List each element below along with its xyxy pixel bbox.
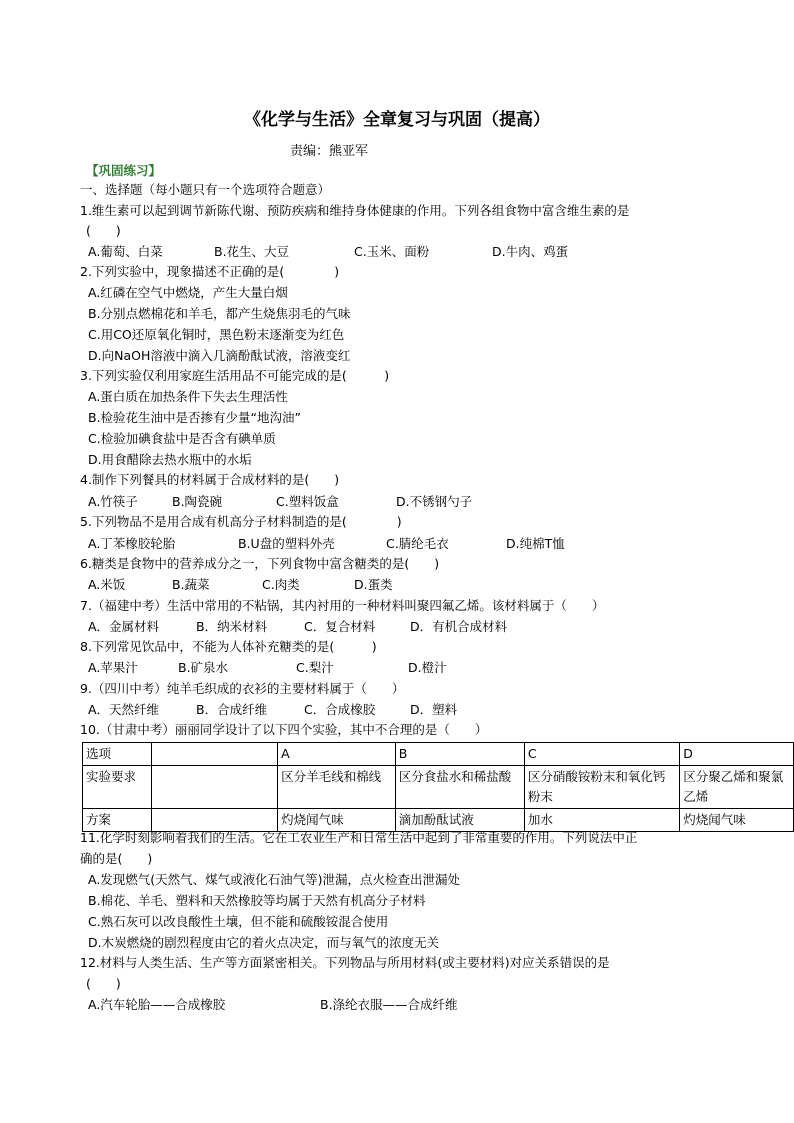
option-a: A.米饭 bbox=[88, 577, 126, 592]
option-a: A.苹果汁 bbox=[88, 660, 138, 675]
table-row bbox=[83, 766, 794, 809]
option-d: D.向NaOH溶液中滴入几滴酚酞试液，溶液变红 bbox=[88, 348, 351, 363]
option-a: A.葡萄、白菜 bbox=[88, 244, 163, 259]
option-b: B．合成纤维 bbox=[196, 702, 268, 717]
option-d: D.木炭燃烧的剧烈程度由它的着火点决定，而与氧气的浓度无关 bbox=[88, 935, 440, 950]
option-d: D.橙汁 bbox=[408, 660, 447, 675]
option-a: A．天然纤维 bbox=[88, 702, 160, 717]
option-c: C.肉类 bbox=[262, 577, 300, 592]
option-a: A.发现燃气(天然气、煤气或液化石油气等)泄漏，点火检查出泄漏处 bbox=[88, 872, 461, 887]
question-10-stem: 10.（甘肃中考）丽丽同学设计了以下四个实验，其中不合理的是（ ） bbox=[80, 722, 488, 737]
table-cell: B bbox=[395, 743, 524, 766]
table-cell: D bbox=[680, 743, 794, 766]
option-c: C.腈纶毛衣 bbox=[386, 536, 449, 551]
table-cell: 区分食盐水和稀盐酸 bbox=[395, 766, 524, 809]
question-12-stem: 12.材料与人类生活、生产等方面紧密相关。下列物品与所用材料(或主要材料)对应关系错误的是 bbox=[80, 955, 610, 970]
option-d: D.纯棉T恤 bbox=[506, 536, 565, 551]
table-cell: 灼烧闻气味 bbox=[680, 809, 794, 832]
option-c: C.玉米、面粉 bbox=[354, 244, 430, 259]
editor-credit: 责编：熊亚军 bbox=[290, 144, 369, 159]
option-c: C．合成橡胶 bbox=[304, 702, 376, 717]
option-d: D.用食醋除去热水瓶中的水垢 bbox=[88, 452, 252, 467]
table-cell: 区分羊毛线和棉线 bbox=[278, 766, 396, 809]
table-cell: 实验要求 bbox=[83, 766, 152, 809]
option-a: A.蛋白质在加热条件下失去生理活性 bbox=[88, 389, 288, 404]
table-cell bbox=[152, 766, 278, 809]
question-6-stem: 6.糖类是食物中的营养成分之一，下列食物中富含糖类的是( ) bbox=[80, 556, 440, 571]
question-9-stem: 9.（四川中考）纯羊毛织成的衣衫的主要材料属于（ ） bbox=[80, 681, 405, 696]
option-c: C.塑料饭盒 bbox=[276, 494, 339, 509]
table-cell: C bbox=[524, 743, 679, 766]
page-title: 《化学与生活》全章复习与巩固（提高） bbox=[244, 110, 550, 130]
section-heading: 一、选择题（每小题只有一个选项符合题意） bbox=[80, 182, 331, 197]
option-b: B.涤纶衣服——合成纤维 bbox=[320, 997, 458, 1012]
option-d: D.不锈钢勺子 bbox=[396, 494, 473, 509]
option-a: A．金属材料 bbox=[88, 619, 160, 634]
table-cell: 区分硝酸铵粉末和氧化钙粉末 bbox=[524, 766, 679, 809]
option-c: C.用CO还原氧化铜时，黑色粉末逐渐变为红色 bbox=[88, 327, 345, 342]
table-row bbox=[83, 743, 794, 766]
table-cell: 灼烧闻气味 bbox=[278, 809, 396, 832]
option-b: B.花生、大豆 bbox=[214, 244, 290, 259]
option-b: B.矿泉水 bbox=[178, 660, 229, 675]
question-3-stem: 3.下列实验仅利用家庭生活用品不可能完成的是( ) bbox=[80, 368, 390, 383]
table-cell: 选项 bbox=[83, 743, 152, 766]
option-b: B.U盘的塑料外壳 bbox=[238, 536, 335, 551]
option-d: D.牛肉、鸡蛋 bbox=[492, 244, 569, 259]
table-row bbox=[83, 809, 794, 832]
question-5-stem: 5.下列物品不是用合成有机高分子材料制造的是( ) bbox=[80, 514, 402, 529]
table-cell: A bbox=[278, 743, 396, 766]
option-c: C.梨汁 bbox=[296, 660, 334, 675]
table-cell bbox=[152, 743, 278, 766]
table-cell: 区分聚乙烯和聚氯乙烯 bbox=[680, 766, 794, 809]
option-d: D．塑料 bbox=[410, 702, 458, 717]
option-b: B．纳米材料 bbox=[196, 619, 268, 634]
question-1-paren: ( ) bbox=[86, 223, 121, 238]
question-7-stem: 7.（福建中考）生活中常用的不粘锅，其内衬用的一种材料叫聚四氟乙烯。该材料属于（ ） bbox=[80, 598, 605, 613]
table-cell: 滴加酚酞试液 bbox=[395, 809, 524, 832]
option-c: C.检验加碘食盐中是否含有碘单质 bbox=[88, 431, 276, 446]
question-2-stem: 2.下列实验中，现象描述不正确的是( ) bbox=[80, 264, 340, 279]
option-c: C．复合材料 bbox=[304, 619, 376, 634]
question-11-stem: 11.化学时刻影响着我们的生活。它在工农业生产和日常生活中起到了非常重要的作用。下列说法中正 bbox=[80, 830, 638, 845]
option-b: B.陶瓷碗 bbox=[172, 494, 223, 509]
option-a: A.汽车轮胎——合成橡胶 bbox=[88, 997, 226, 1012]
option-d: D.蛋类 bbox=[354, 577, 393, 592]
option-a: A.丁苯橡胶轮胎 bbox=[88, 536, 176, 551]
table-cell bbox=[152, 809, 278, 832]
table-cell: 加水 bbox=[524, 809, 679, 832]
question-4-stem: 4.制作下列餐具的材料属于合成材料的是( ) bbox=[80, 472, 340, 487]
question-10-table bbox=[82, 742, 794, 832]
question-1-stem: 1.维生素可以起到调节新陈代谢、预防疾病和维持身体健康的作用。下列各组食物中富含维生素的是 bbox=[80, 203, 630, 218]
option-b: B.分别点燃棉花和羊毛，都产生烧焦羽毛的气味 bbox=[88, 306, 351, 321]
option-b: B.检验花生油中是否掺有少量“地沟油” bbox=[88, 410, 302, 425]
option-b: B.蔬菜 bbox=[172, 577, 210, 592]
question-12-paren: ( ) bbox=[86, 976, 121, 991]
option-b: B.棉花、羊毛、塑料和天然橡胶等均属于天然有机高分子材料 bbox=[88, 893, 426, 908]
question-8-stem: 8.下列常见饮品中，不能为人体补充糖类的是( ) bbox=[80, 639, 377, 654]
option-a: A.红磷在空气中燃烧，产生大量白烟 bbox=[88, 285, 288, 300]
option-d: D．有机合成材料 bbox=[410, 619, 508, 634]
option-c: C.熟石灰可以改良酸性土壤，但不能和硫酸铵混合使用 bbox=[88, 914, 389, 929]
section-tag: 【巩固练习】 bbox=[86, 163, 162, 178]
table-cell: 方案 bbox=[83, 809, 152, 832]
option-a: A.竹筷子 bbox=[88, 494, 138, 509]
question-11-stem-cont: 确的是( ) bbox=[80, 851, 153, 866]
